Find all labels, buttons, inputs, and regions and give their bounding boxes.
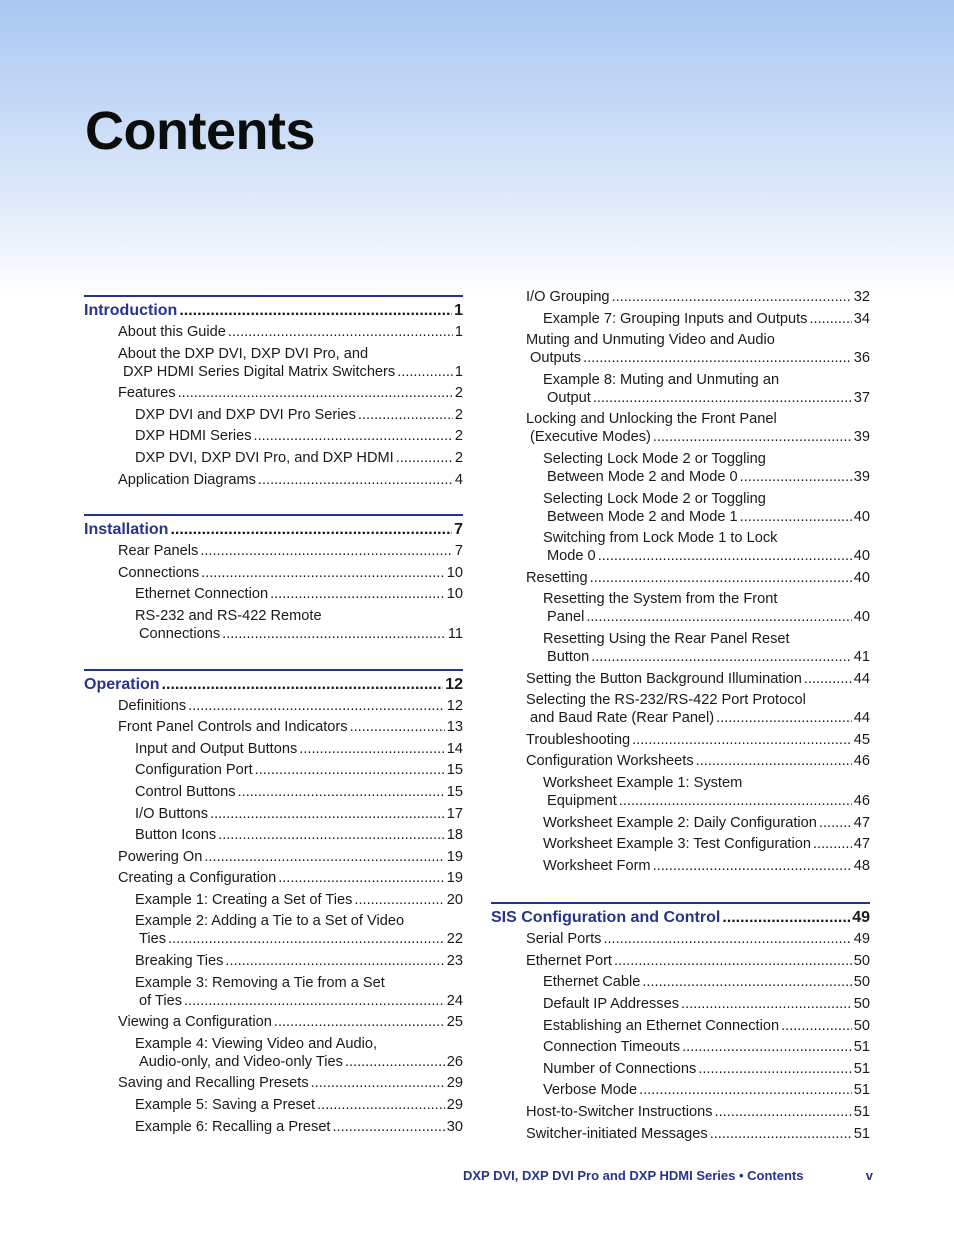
toc-entry-default-ip-addresses[interactable] (491, 995, 870, 1013)
toc-entry-text: Locking and Unlocking the Front Panel (526, 411, 777, 428)
dot-leader (254, 427, 453, 445)
toc-page-number: 14 (446, 740, 463, 757)
toc-entry-text: Audio-only, and Video-only Ties (139, 1053, 343, 1070)
dot-leader (270, 585, 445, 603)
toc-page-number: 30 (446, 1118, 463, 1135)
toc-section-installation (84, 514, 463, 643)
toc-entry-text: Example 8: Muting and Unmuting an (543, 371, 780, 388)
toc-entry-number-of-connections[interactable] (491, 1060, 870, 1078)
toc-entry-text: Creating a Configuration (118, 870, 277, 887)
toc-entry-text: Resetting the System from the Front (543, 591, 778, 608)
dot-leader (653, 428, 852, 446)
dot-leader (590, 569, 852, 587)
toc-entry-text: I/O Buttons (135, 805, 209, 822)
dot-leader (619, 792, 852, 810)
toc-entry-text: Selecting the RS-232/RS-422 Port Protocol (526, 692, 806, 709)
toc-entry-about-this-guide[interactable] (84, 323, 463, 341)
toc-entry-saving-and-recalling-presets[interactable] (84, 1074, 463, 1092)
toc-entry-text: Example 3: Removing a Tie from a Set (135, 974, 385, 991)
toc-page-number: 1 (454, 324, 463, 340)
toc-page-number: 44 (853, 670, 870, 687)
toc-entry-text: Breaking Ties (135, 953, 224, 970)
toc-entry-configuration-port[interactable] (84, 761, 463, 779)
toc-entry-host-to-switcher-instructions[interactable] (491, 1103, 870, 1121)
toc-page-number: 39 (853, 468, 870, 485)
toc-entry-text: Between Mode 2 and Mode 1 (547, 508, 738, 525)
toc-page-number: 12 (446, 697, 463, 714)
toc-entry-resetting[interactable] (491, 569, 870, 587)
toc-entry-ethernet-port[interactable] (491, 952, 870, 970)
toc-page-number: 26 (446, 1053, 463, 1070)
toc-entry-text: Button Icons (135, 827, 217, 844)
toc-page-number: 2 (454, 449, 463, 466)
toc-section-heading[interactable] (84, 675, 463, 694)
dot-leader (593, 389, 852, 407)
toc-entry-text: Equipment (547, 792, 617, 809)
dot-leader (682, 1038, 852, 1056)
toc-entry-dxp-hdmi-series[interactable] (84, 427, 463, 445)
dot-leader (258, 471, 453, 489)
dot-leader (317, 1096, 445, 1114)
dot-leader (715, 1103, 852, 1121)
toc-entry-text: Outputs (530, 350, 582, 367)
dot-leader (179, 301, 452, 320)
toc-page-number: 50 (853, 996, 870, 1013)
dot-leader (204, 848, 444, 866)
toc-entry-i-o-grouping[interactable] (491, 288, 870, 306)
toc-entry-text: Resetting (526, 569, 588, 586)
toc-entry-connection-timeouts[interactable] (491, 1038, 870, 1056)
section-title: SIS Configuration and Control (491, 909, 721, 927)
dot-leader (614, 952, 852, 970)
dot-leader (598, 547, 852, 565)
page-footer (463, 1168, 873, 1183)
toc-entry-troubleshooting[interactable] (491, 731, 870, 749)
toc-page-number: 46 (853, 792, 870, 809)
dot-leader (639, 1081, 852, 1099)
toc-entry-text: Ethernet Cable (543, 974, 641, 991)
toc-entry-text: Between Mode 2 and Mode 0 (547, 468, 738, 485)
toc-entry-features[interactable] (84, 384, 463, 402)
toc-entry-connections[interactable] (84, 564, 463, 582)
dot-leader (354, 891, 444, 909)
toc-page-number: 15 (446, 783, 463, 800)
section-title: Operation (84, 675, 160, 693)
toc-page-number: 20 (446, 891, 463, 908)
dot-leader (813, 835, 852, 853)
toc-page-number: 47 (853, 814, 870, 831)
toc-entry-example-3-removing-a-tie-from-a-set-of-ties[interactable] (84, 974, 463, 1010)
toc-right-column (491, 288, 870, 1146)
dot-leader (819, 814, 852, 832)
toc-entry-text: Button (547, 648, 590, 665)
dot-leader (201, 564, 445, 582)
toc-entry-text: Establishing an Ethernet Connection (543, 1017, 780, 1034)
dot-leader (716, 709, 852, 727)
section-page-number: 49 (852, 909, 870, 927)
toc-entry-rear-panels[interactable] (84, 542, 463, 560)
toc-page-number: 10 (446, 564, 463, 581)
toc-entry-dxp-dvi-dxp-dvi-pro-and-dxp-hdmi[interactable] (84, 449, 463, 467)
toc-page-number: 17 (446, 805, 463, 822)
toc-page-number: 51 (853, 1039, 870, 1056)
toc-section-operation (84, 669, 463, 1136)
toc-entry-ethernet-cable[interactable] (491, 973, 870, 991)
toc-entry-text: Switching from Lock Mode 1 to Lock (543, 530, 778, 547)
toc-entry-dxp-dvi-and-dxp-dvi-pro-series[interactable] (84, 406, 463, 424)
toc-entry-text: Configuration Port (135, 762, 253, 779)
dot-leader (710, 1125, 852, 1143)
footer-text: DXP DVI, DXP DVI Pro and DXP HDMI Series • Contents (463, 1168, 804, 1183)
toc-entry-worksheet-form[interactable] (491, 857, 870, 875)
toc-entry-selecting-the-rs-232-rs-422-port-protocol-and-baud-rate-rear-panel[interactable] (491, 691, 870, 727)
dot-leader (603, 930, 851, 948)
toc-entry-text: I/O Grouping (526, 289, 610, 305)
dot-leader (311, 1074, 445, 1092)
dot-leader (809, 310, 851, 328)
toc-entry-text: Example 5: Saving a Preset (135, 1097, 316, 1114)
toc-entry-text: DXP HDMI Series Digital Matrix Switchers (123, 363, 396, 380)
toc-page-number: 2 (454, 385, 463, 402)
toc-page-number: 51 (853, 1104, 870, 1121)
toc-entry-rs-232-and-rs-422-remote-connections[interactable] (84, 607, 463, 643)
dot-leader (299, 740, 444, 758)
toc-entry-application-diagrams[interactable] (84, 471, 463, 489)
toc-page-number: 48 (853, 857, 870, 874)
dot-leader (740, 508, 852, 526)
toc-entry-text: Number of Connections (543, 1060, 697, 1077)
toc-entry-serial-ports[interactable] (491, 930, 870, 948)
toc-entry-text: Default IP Addresses (543, 996, 680, 1013)
dot-leader (696, 752, 852, 770)
dot-leader (653, 857, 852, 875)
toc-page-number: 40 (853, 508, 870, 525)
toc-page-number: 51 (853, 1125, 870, 1142)
toc-entry-example-6-recalling-a-preset[interactable] (84, 1118, 463, 1136)
toc-entry-input-and-output-buttons[interactable] (84, 740, 463, 758)
toc-entry-worksheet-example-3-test-configuration[interactable] (491, 835, 870, 853)
toc-entry-text: Ethernet Port (526, 952, 612, 969)
dot-leader (228, 323, 453, 341)
toc-entry-front-panel-controls-and-indicators[interactable] (84, 718, 463, 736)
toc-entry-text: Control Buttons (135, 783, 236, 800)
toc-page-number: 25 (446, 1014, 463, 1031)
toc-entry-switcher-initiated-messages[interactable] (491, 1125, 870, 1143)
dot-leader (740, 468, 852, 486)
toc-entry-text: Powering On (118, 848, 203, 865)
toc-section-introduction (84, 295, 463, 489)
toc-page-number: 44 (853, 710, 870, 727)
toc-entry-example-8-muting-and-unmuting-an-output[interactable] (491, 371, 870, 407)
toc-entry-text: Resetting Using the Rear Panel Reset (543, 630, 790, 647)
toc-page-number: 18 (446, 827, 463, 844)
dot-leader (225, 952, 444, 970)
toc-entry-i-o-buttons[interactable] (84, 805, 463, 823)
toc-page-number: 34 (853, 310, 870, 327)
toc-entry-text: Troubleshooting (526, 731, 631, 748)
toc-entry-setting-the-button-background-illumination[interactable] (491, 670, 870, 688)
dot-leader (255, 761, 445, 779)
toc-page-number: 47 (853, 836, 870, 853)
toc-entry-text: About this Guide (118, 324, 226, 340)
toc-page-number: 40 (853, 609, 870, 626)
dot-leader (591, 648, 852, 666)
toc-page-number: 13 (446, 719, 463, 736)
dot-leader (781, 1017, 852, 1035)
toc-entry-text: Switcher-initiated Messages (526, 1125, 708, 1142)
toc-entry-text: Connections (139, 625, 221, 642)
toc-page-number: 45 (853, 731, 870, 748)
dot-leader (162, 675, 444, 694)
toc-page-number: 37 (853, 389, 870, 406)
toc-entry-text: Application Diagrams (118, 471, 256, 488)
toc-page-number: 49 (853, 931, 870, 948)
toc-page-number: 29 (446, 1075, 463, 1092)
dot-leader (681, 995, 852, 1013)
toc-entry-text: Definitions (118, 697, 187, 714)
toc-entry-text: Setting the Button Background Illumination (526, 670, 802, 687)
dot-leader (345, 1053, 445, 1071)
toc-entry-example-5-saving-a-preset[interactable] (84, 1096, 463, 1114)
toc-entry-text: Mode 0 (547, 548, 596, 565)
toc-entry-about-the-dxp-dvi-dxp-dvi-pro-and-dxp-hdmi-series-digital-matrix-switchers[interactable] (84, 345, 463, 381)
toc-left-column (84, 295, 463, 1139)
toc-page-number: 24 (446, 992, 463, 1009)
toc-page-number: 19 (446, 848, 463, 865)
toc-entry-text: of Ties (139, 992, 182, 1009)
toc-page-number: 29 (446, 1097, 463, 1114)
toc-entry-example-7-grouping-inputs-and-outputs[interactable] (491, 310, 870, 328)
toc-entry-text: Example 6: Recalling a Preset (135, 1118, 331, 1135)
toc-section-heading[interactable] (84, 301, 463, 320)
toc-entry-text: DXP DVI, DXP DVI Pro, and DXP HDMI (135, 449, 394, 466)
dot-leader (396, 449, 453, 467)
toc-entry-text: (Executive Modes) (530, 429, 651, 446)
dot-leader (222, 625, 446, 643)
toc-entry-configuration-worksheets[interactable] (491, 752, 870, 770)
toc-entry-selecting-lock-mode-2-or-toggling-between-mode-2-and-mode-0[interactable] (491, 450, 870, 486)
toc-entry-text: Configuration Worksheets (526, 753, 694, 770)
toc-entry-resetting-using-the-rear-panel-reset-button[interactable] (491, 630, 870, 666)
toc-entry-locking-and-unlocking-the-front-panel-executive-modes[interactable] (491, 410, 870, 446)
toc-page-number: 23 (446, 953, 463, 970)
toc-entry-text: Input and Output Buttons (135, 740, 298, 757)
section-page-number: 7 (454, 521, 463, 539)
toc-entry-text: and Baud Rate (Rear Panel) (530, 710, 715, 727)
dot-leader (586, 608, 851, 626)
toc-page-number: 2 (454, 428, 463, 445)
toc-entry-switching-from-lock-mode-1-to-lock-mode-0[interactable] (491, 529, 870, 565)
toc-entry-text: Rear Panels (118, 543, 199, 560)
section-title: Introduction (84, 302, 178, 319)
toc-page-number: 40 (853, 548, 870, 565)
toc-entry-creating-a-configuration[interactable] (84, 869, 463, 887)
toc-entry-text: Example 1: Creating a Set of Ties (135, 891, 353, 908)
toc-page-number: 4 (454, 471, 463, 488)
toc-entry-text: Viewing a Configuration (118, 1014, 272, 1031)
toc-entry-text: Saving and Recalling Presets (118, 1075, 309, 1092)
toc-entry-text: Worksheet Form (543, 857, 651, 874)
dot-leader (168, 930, 445, 948)
toc-entry-text: Connection Timeouts (543, 1039, 681, 1056)
dot-leader (210, 805, 445, 823)
toc-page-number: 51 (853, 1082, 870, 1099)
toc-section-heading[interactable] (84, 520, 463, 539)
toc-entry-text: Features (118, 385, 176, 402)
section-page-number: 1 (454, 302, 463, 319)
toc-entry-text: Serial Ports (526, 931, 602, 948)
toc-page-number: 41 (853, 648, 870, 665)
toc-page-number: 2 (454, 406, 463, 423)
toc-entry-ethernet-connection[interactable] (84, 585, 463, 603)
toc-entry-text: Example 7: Grouping Inputs and Outputs (543, 310, 808, 327)
toc-entry-resetting-the-system-from-the-front-panel[interactable] (491, 590, 870, 626)
toc-page-number: 50 (853, 952, 870, 969)
toc-entry-worksheet-example-1-system-equipment[interactable] (491, 774, 870, 810)
toc-entry-button-icons[interactable] (84, 826, 463, 844)
toc-section-heading[interactable] (491, 908, 870, 927)
toc-entry-text: Muting and Unmuting Video and Audio (526, 332, 775, 349)
toc-entry-verbose-mode[interactable] (491, 1081, 870, 1099)
dot-leader (612, 288, 852, 306)
toc-entry-text: Example 2: Adding a Tie to a Set of Video (135, 913, 405, 930)
toc-page-number: 1 (454, 363, 463, 380)
toc-entry-text: Output (547, 389, 591, 406)
toc-page-number: 10 (446, 586, 463, 603)
dot-leader (804, 670, 852, 688)
dot-leader (722, 908, 850, 927)
toc-entry-definitions[interactable] (84, 697, 463, 715)
toc-entry-example-1-creating-a-set-of-ties[interactable] (84, 891, 463, 909)
dot-leader (170, 520, 452, 539)
dot-leader (698, 1060, 851, 1078)
dot-leader (178, 384, 453, 402)
dot-leader (642, 973, 851, 991)
dot-leader (350, 718, 445, 736)
toc-page-number: 50 (853, 974, 870, 991)
toc-entry-example-2-adding-a-tie-to-a-set-of-video-ties[interactable] (84, 912, 463, 948)
dot-leader (274, 1013, 445, 1031)
toc-page-number: 22 (446, 931, 463, 948)
toc-page-number: 7 (454, 543, 463, 560)
dot-leader (188, 697, 445, 715)
toc-entry-text: Verbose Mode (543, 1082, 638, 1099)
toc-page-number: 15 (446, 762, 463, 779)
dot-leader (583, 349, 852, 367)
toc-page-number: 36 (853, 350, 870, 367)
dot-leader (397, 363, 453, 381)
toc-page-number: 19 (446, 870, 463, 887)
toc-page-number: 11 (447, 625, 463, 642)
toc-entry-text: Connections (118, 564, 200, 581)
page-title: Contents (85, 101, 315, 161)
section-page-number: 12 (445, 675, 463, 693)
toc-page-number: 46 (853, 753, 870, 770)
toc-entry-breaking-ties[interactable] (84, 952, 463, 970)
toc-entry-text: Front Panel Controls and Indicators (118, 719, 348, 736)
dot-leader (278, 869, 445, 887)
toc-page-number: 40 (853, 569, 870, 586)
toc-page-number: 51 (853, 1060, 870, 1077)
toc-entry-text: RS-232 and RS-422 Remote (135, 607, 322, 624)
dot-leader (184, 992, 445, 1010)
toc-entry-text: Host-to-Switcher Instructions (526, 1104, 713, 1121)
dot-leader (218, 826, 445, 844)
toc-entry-text: Example 4: Viewing Video and Audio, (135, 1035, 378, 1052)
toc-entry-selecting-lock-mode-2-or-toggling-between-mode-2-and-mode-1[interactable] (491, 490, 870, 526)
toc-entry-text: Selecting Lock Mode 2 or Toggling (543, 450, 766, 467)
toc-entry-text: Worksheet Example 1: System (543, 774, 743, 791)
toc-page-number: 50 (853, 1017, 870, 1034)
toc-entry-text: DXP DVI and DXP DVI Pro Series (135, 406, 356, 423)
dot-leader (358, 406, 453, 424)
toc-entry-text: DXP HDMI Series (135, 428, 252, 445)
toc-entry-text: About the DXP DVI, DXP DVI Pro, and (118, 345, 369, 362)
toc-page-number: 39 (853, 429, 870, 446)
toc-entry-muting-and-unmuting-video-and-audio-outputs[interactable] (491, 331, 870, 367)
dot-leader (200, 542, 453, 560)
toc-entry-text: Ties (139, 931, 167, 948)
toc-entry-text: Panel (547, 609, 585, 626)
toc-section-sis-configuration-and-control (491, 902, 870, 1142)
dot-leader (333, 1118, 445, 1136)
toc-entry-example-4-viewing-video-and-audio-audio-only-and-video-only-ties[interactable] (84, 1035, 463, 1071)
toc-entry-worksheet-example-2-daily-configuration[interactable] (491, 814, 870, 832)
dot-leader (238, 783, 445, 801)
dot-leader (632, 731, 852, 749)
footer-page-number: v (865, 1168, 873, 1183)
toc-entry-text: Worksheet Example 2: Daily Configuration (543, 814, 817, 831)
toc-entry-viewing-a-configuration[interactable] (84, 1013, 463, 1031)
toc-entry-control-buttons[interactable] (84, 783, 463, 801)
toc-page-number: 32 (853, 289, 870, 305)
toc-entry-text: Selecting Lock Mode 2 or Toggling (543, 490, 766, 507)
section-title: Installation (84, 521, 169, 539)
toc-entry-establishing-an-ethernet-connection[interactable] (491, 1017, 870, 1035)
toc-entry-text: Ethernet Connection (135, 586, 269, 603)
toc-entry-text: Worksheet Example 3: Test Configuration (543, 836, 811, 853)
toc-entry-powering-on[interactable] (84, 848, 463, 866)
